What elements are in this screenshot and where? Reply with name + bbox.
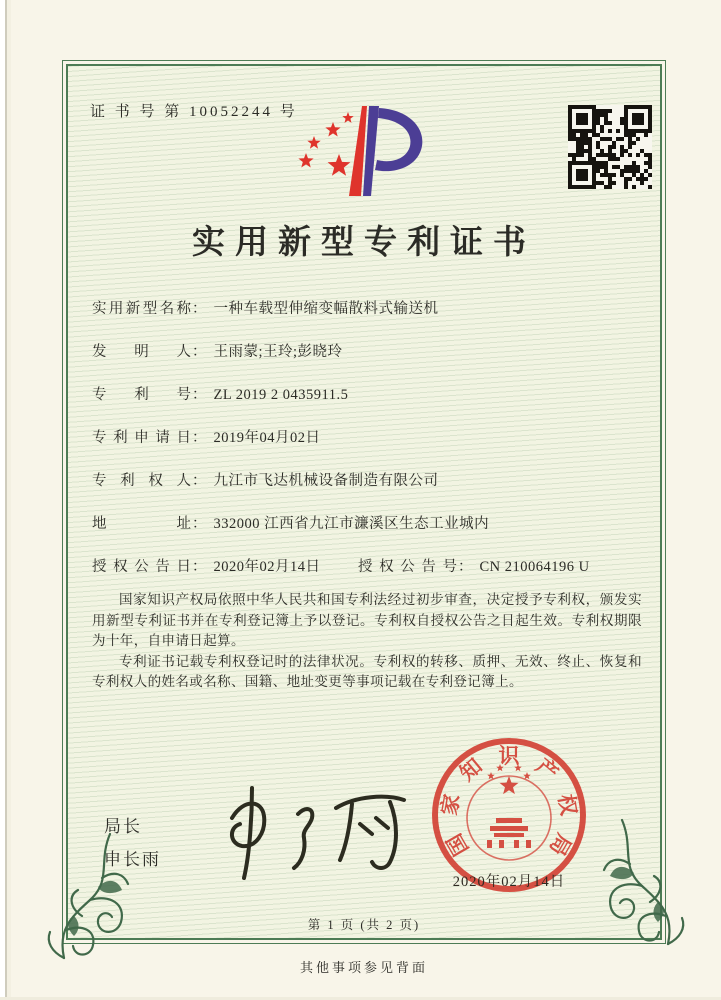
seal-date: 2020年02月14日 xyxy=(452,874,566,890)
legal-paragraph-1: 国家知识产权局依照中华人民共和国专利法经过初步审查，决定授予专利权，颁发实用新型专利证书并在专利登记簿上予以登记。专利权自授权公告之日起生效。专利权期限为十年，自申请日起算。 xyxy=(92,592,642,648)
svg-text:国: 国 xyxy=(442,829,474,860)
field-value: 332000 江西省九江市濂溪区生态工业城内 xyxy=(213,516,490,532)
field-label: 实用新型名称 xyxy=(92,301,192,317)
cnipa-logo-icon xyxy=(295,98,433,206)
colon: ： xyxy=(192,387,207,403)
qr-code xyxy=(568,105,652,189)
colon: ： xyxy=(192,473,207,489)
officer-title: 局长 xyxy=(104,817,142,836)
svg-text:局: 局 xyxy=(544,829,576,860)
field-value: 九江市飞达机械设备制造有限公司 xyxy=(213,473,439,489)
field-label: 地址 xyxy=(92,516,192,532)
svg-text:知: 知 xyxy=(455,753,487,786)
field-value: CN 210064196 U xyxy=(479,559,590,575)
legal-text xyxy=(92,590,642,693)
certificate-number: 证 书 号 第 10052244 号 xyxy=(90,104,298,120)
field-filing-date xyxy=(92,427,642,449)
colon: ： xyxy=(192,301,207,317)
field-utility-model-name xyxy=(92,298,642,320)
field-label: 发明人 xyxy=(92,344,192,360)
field-value: ZL 2019 2 0435911.5 xyxy=(213,387,349,403)
field-label: 授权公告号 xyxy=(358,559,458,575)
svg-text:识: 识 xyxy=(498,743,520,768)
field-grant-number xyxy=(358,556,590,578)
legal-paragraph-2: 专利证书记载专利权登记时的法律状况。专利权的转移、质押、无效、终止、恢复和专利权人的姓名或名称、国籍、地址变更等事项记载在专利登记簿上。 xyxy=(92,653,642,689)
field-grant-row xyxy=(92,556,642,578)
svg-text:权: 权 xyxy=(553,792,581,818)
colon: ： xyxy=(192,430,207,446)
certificate-border xyxy=(62,60,666,944)
field-value: 王雨蒙;王玲;彭晓玲 xyxy=(213,344,343,360)
field-address xyxy=(92,513,642,535)
field-value: 一种车载型伸缩变幅散料式输送机 xyxy=(213,301,439,317)
officer-block xyxy=(104,810,161,876)
field-patent-number xyxy=(92,384,642,406)
colon: ： xyxy=(192,344,207,360)
colon: ： xyxy=(192,516,207,532)
svg-text:家: 家 xyxy=(437,792,465,818)
colon: ： xyxy=(192,559,207,575)
page-number: 第 1 页 (共 2 页) xyxy=(307,918,421,932)
fields-block xyxy=(92,298,642,599)
back-side-note: 其他事项参见背面 xyxy=(299,960,428,975)
svg-text:产: 产 xyxy=(531,753,563,786)
logo-stars xyxy=(298,112,353,176)
field-value: 2020年02月14日 xyxy=(213,559,321,575)
seal-gate xyxy=(487,818,531,848)
field-grant-date xyxy=(92,556,358,578)
field-label: 专利号 xyxy=(92,387,192,403)
field-inventors xyxy=(92,341,642,363)
field-label: 授权公告日 xyxy=(92,559,192,575)
logo-p-bowl xyxy=(375,108,422,171)
certificate-sheet xyxy=(66,64,662,940)
director-signature xyxy=(194,774,429,889)
field-label: 专利权人 xyxy=(92,473,192,489)
colon: ： xyxy=(458,559,473,575)
field-label: 专利申请日 xyxy=(92,430,192,446)
field-value: 2019年04月02日 xyxy=(213,430,321,446)
officer-name: 申长雨 xyxy=(104,850,161,869)
field-patentee xyxy=(92,470,642,492)
certificate-title: 实用新型专利证书 xyxy=(192,225,536,261)
